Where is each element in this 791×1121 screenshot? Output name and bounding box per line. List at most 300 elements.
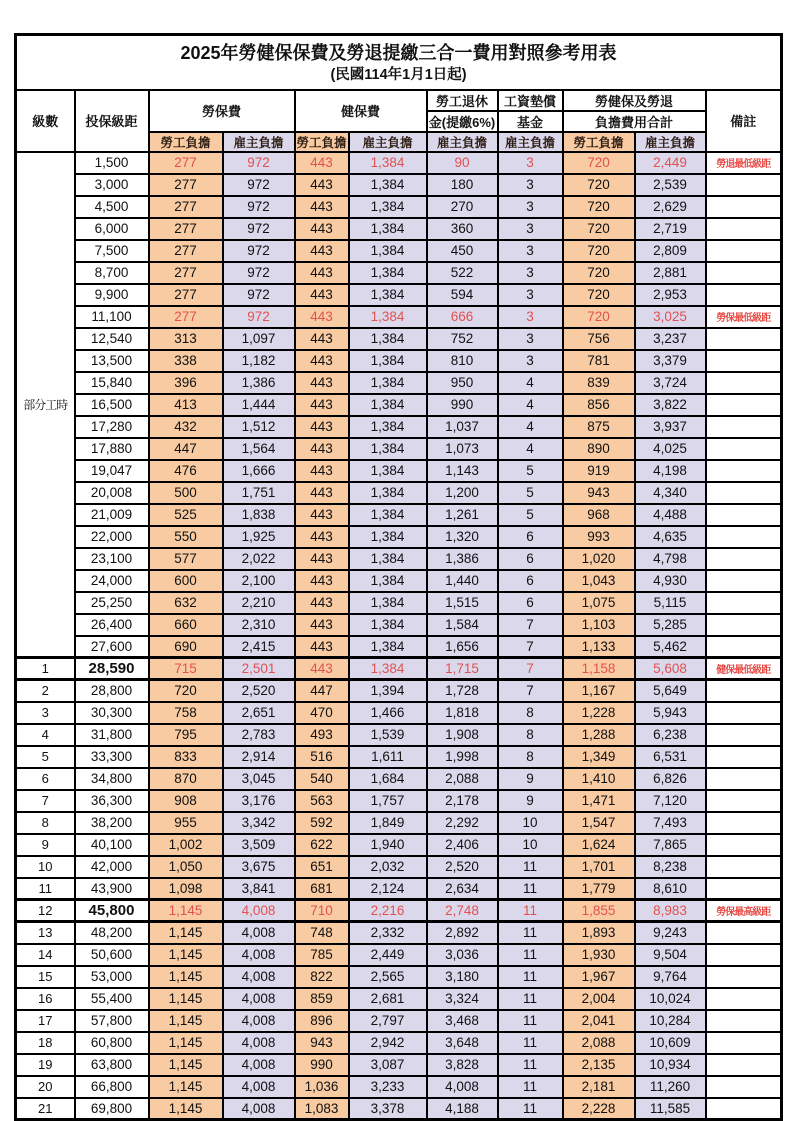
value-cell: 1,512 [223,416,295,438]
value-cell: 2,681 [349,988,427,1010]
value-cell: 338 [149,350,223,372]
remark-cell [706,1032,782,1054]
value-cell: 8,238 [635,856,706,878]
value-cell: 1,471 [563,790,635,812]
table-row [16,284,782,306]
col-header-health-insurance: 健保費 [295,90,427,132]
table-row [16,482,782,504]
value-cell: 2,041 [563,1010,635,1032]
salary-cell: 48,200 [75,922,149,944]
value-cell: 550 [149,526,223,548]
value-cell: 11 [498,856,563,878]
remark-cell [706,790,782,812]
subheader-health-employer: 雇主負擔 [349,132,427,152]
value-cell: 972 [223,218,295,240]
value-cell: 563 [295,790,349,812]
value-cell: 1,838 [223,504,295,526]
remark-cell: 勞保最高級距 [706,900,782,922]
value-cell: 443 [295,438,349,460]
value-cell: 10,934 [635,1054,706,1076]
value-cell: 1,818 [427,702,498,724]
salary-cell: 50,600 [75,944,149,966]
value-cell: 4,930 [635,570,706,592]
value-cell: 443 [295,548,349,570]
value-cell: 2,629 [635,196,706,218]
value-cell: 1,384 [349,658,427,680]
value-cell: 1,751 [223,482,295,504]
salary-cell: 26,400 [75,614,149,636]
remark-cell [706,636,782,658]
value-cell: 990 [295,1054,349,1076]
value-cell: 1,384 [349,482,427,504]
salary-cell: 31,800 [75,724,149,746]
salary-cell: 36,300 [75,790,149,812]
value-cell: 1,728 [427,680,498,702]
value-cell: 2,501 [223,658,295,680]
value-cell: 6,238 [635,724,706,746]
value-cell: 11 [498,900,563,922]
value-cell: 4,008 [223,1098,295,1120]
table-row [16,680,782,702]
table-body [16,152,782,1120]
value-cell: 2,449 [349,944,427,966]
value-cell: 1,584 [427,614,498,636]
value-cell: 720 [563,240,635,262]
col-header-level: 級數 [16,90,75,152]
value-cell: 2,332 [349,922,427,944]
table-row [16,746,782,768]
value-cell: 4,635 [635,526,706,548]
value-cell: 972 [223,174,295,196]
value-cell: 9,243 [635,922,706,944]
value-cell: 4,008 [427,1076,498,1098]
value-cell: 443 [295,152,349,174]
value-cell: 4,008 [223,922,295,944]
value-cell: 1,701 [563,856,635,878]
value-cell: 1,145 [149,966,223,988]
value-cell: 277 [149,306,223,328]
value-cell: 2,719 [635,218,706,240]
value-cell: 1,440 [427,570,498,592]
level-cell: 20 [16,1076,75,1098]
value-cell: 950 [427,372,498,394]
value-cell: 5,649 [635,680,706,702]
level-cell: 10 [16,856,75,878]
value-cell: 4 [498,394,563,416]
part-time-label-cell: 部分工時 [16,152,75,658]
value-cell: 919 [563,460,635,482]
salary-cell: 24,000 [75,570,149,592]
value-cell: 2,228 [563,1098,635,1120]
remark-cell [706,834,782,856]
salary-cell: 45,800 [75,900,149,922]
value-cell: 2,124 [349,878,427,900]
value-cell: 4,008 [223,900,295,922]
value-cell: 4 [498,438,563,460]
remark-cell [706,526,782,548]
salary-cell: 9,900 [75,284,149,306]
value-cell: 1,050 [149,856,223,878]
value-cell: 443 [295,394,349,416]
level-cell: 6 [16,768,75,790]
value-cell: 1,410 [563,768,635,790]
subheader-labor-employer: 雇主負擔 [223,132,295,152]
value-cell: 2,310 [223,614,295,636]
value-cell: 1,967 [563,966,635,988]
subheader-total-employee: 勞工負擔 [563,132,635,152]
value-cell: 1,940 [349,834,427,856]
value-cell: 4,798 [635,548,706,570]
table-row [16,570,782,592]
value-cell: 1,384 [349,152,427,174]
value-cell: 1,133 [563,636,635,658]
value-cell: 525 [149,504,223,526]
salary-cell: 38,200 [75,812,149,834]
value-cell: 715 [149,658,223,680]
value-cell: 443 [295,328,349,350]
title-row [16,35,782,90]
level-cell: 15 [16,966,75,988]
value-cell: 5,285 [635,614,706,636]
value-cell: 972 [223,306,295,328]
value-cell: 2,892 [427,922,498,944]
value-cell: 4,008 [223,988,295,1010]
value-cell: 1,036 [295,1076,349,1098]
remark-cell [706,988,782,1010]
page-title: 2025年勞健保保費及勞退提繳三合一費用對照參考用表 [180,43,617,64]
level-cell: 19 [16,1054,75,1076]
value-cell: 7,493 [635,812,706,834]
value-cell: 432 [149,416,223,438]
value-cell: 1,384 [349,328,427,350]
value-cell: 1,002 [149,834,223,856]
col-header-remark: 備註 [706,90,782,152]
level-cell: 14 [16,944,75,966]
value-cell: 1,103 [563,614,635,636]
value-cell: 856 [563,394,635,416]
value-cell: 3,822 [635,394,706,416]
value-cell: 1,073 [427,438,498,460]
value-cell: 1,384 [349,174,427,196]
table-row [16,372,782,394]
remark-cell [706,812,782,834]
value-cell: 3,509 [223,834,295,856]
table-row [16,394,782,416]
value-cell: 6 [498,526,563,548]
table-row [16,152,782,174]
value-cell: 968 [563,504,635,526]
value-cell: 277 [149,240,223,262]
value-cell: 2,881 [635,262,706,284]
value-cell: 4,488 [635,504,706,526]
col-header-pension-line1: 勞工退休 [427,90,498,111]
value-cell: 443 [295,174,349,196]
page-subtitle: (民國114年1月1日起) [330,67,467,84]
value-cell: 1,611 [349,746,427,768]
value-cell: 993 [563,526,635,548]
value-cell: 2,088 [427,768,498,790]
table-row [16,856,782,878]
value-cell: 2,809 [635,240,706,262]
table-row [16,460,782,482]
remark-cell: 健保最低級距 [706,658,782,680]
value-cell: 972 [223,196,295,218]
value-cell: 1,656 [427,636,498,658]
table-row [16,196,782,218]
table-row [16,262,782,284]
value-cell: 1,384 [349,262,427,284]
salary-cell: 13,500 [75,350,149,372]
value-cell: 839 [563,372,635,394]
value-cell: 870 [149,768,223,790]
table-row [16,504,782,526]
value-cell: 2,942 [349,1032,427,1054]
salary-cell: 63,800 [75,1054,149,1076]
salary-cell: 28,800 [75,680,149,702]
col-header-pension-line2: 金(提繳6%) [427,111,498,132]
value-cell: 681 [295,878,349,900]
value-cell: 1,384 [349,218,427,240]
value-cell: 476 [149,460,223,482]
value-cell: 1,666 [223,460,295,482]
value-cell: 180 [427,174,498,196]
level-cell: 3 [16,702,75,724]
salary-cell: 53,000 [75,966,149,988]
value-cell: 5 [498,460,563,482]
salary-cell: 30,300 [75,702,149,724]
value-cell: 443 [295,284,349,306]
value-cell: 1,908 [427,724,498,746]
value-cell: 1,384 [349,284,427,306]
value-cell: 5 [498,504,563,526]
value-cell: 2,914 [223,746,295,768]
salary-cell: 57,800 [75,1010,149,1032]
value-cell: 450 [427,240,498,262]
value-cell: 470 [295,702,349,724]
value-cell: 990 [427,394,498,416]
salary-cell: 1,500 [75,152,149,174]
value-cell: 622 [295,834,349,856]
value-cell: 443 [295,592,349,614]
value-cell: 2,004 [563,988,635,1010]
value-cell: 6 [498,570,563,592]
value-cell: 11 [498,878,563,900]
value-cell: 666 [427,306,498,328]
value-cell: 720 [149,680,223,702]
table-row [16,1076,782,1098]
table-row [16,548,782,570]
remark-cell [706,592,782,614]
value-cell: 1,564 [223,438,295,460]
remark-cell [706,504,782,526]
value-cell: 2,216 [349,900,427,922]
salary-cell: 27,600 [75,636,149,658]
value-cell: 7 [498,614,563,636]
salary-cell: 34,800 [75,768,149,790]
value-cell: 6 [498,592,563,614]
value-cell: 9,504 [635,944,706,966]
value-cell: 3,087 [349,1054,427,1076]
value-cell: 6,826 [635,768,706,790]
value-cell: 7 [498,658,563,680]
value-cell: 10,609 [635,1032,706,1054]
value-cell: 443 [295,416,349,438]
value-cell: 443 [295,460,349,482]
table-row [16,1032,782,1054]
value-cell: 443 [295,570,349,592]
value-cell: 1,037 [427,416,498,438]
value-cell: 1,097 [223,328,295,350]
value-cell: 1,145 [149,900,223,922]
value-cell: 1,547 [563,812,635,834]
value-cell: 1,998 [427,746,498,768]
value-cell: 720 [563,174,635,196]
value-cell: 2,783 [223,724,295,746]
value-cell: 1,384 [349,350,427,372]
value-cell: 3 [498,284,563,306]
premium-table [14,33,783,1121]
value-cell: 1,384 [349,416,427,438]
remark-cell [706,394,782,416]
value-cell: 1,145 [149,1054,223,1076]
subheader-health-employee: 勞工負擔 [295,132,349,152]
table-row [16,702,782,724]
value-cell: 516 [295,746,349,768]
salary-cell: 6,000 [75,218,149,240]
level-cell: 12 [16,900,75,922]
salary-cell: 15,840 [75,372,149,394]
level-cell: 5 [16,746,75,768]
table-row [16,1010,782,1032]
salary-cell: 17,880 [75,438,149,460]
value-cell: 822 [295,966,349,988]
col-header-total-line2: 負擔費用合計 [563,111,706,132]
value-cell: 3,342 [223,812,295,834]
value-cell: 1,386 [223,372,295,394]
salary-cell: 12,540 [75,328,149,350]
value-cell: 1,539 [349,724,427,746]
value-cell: 2,135 [563,1054,635,1076]
remark-cell [706,350,782,372]
table-row [16,174,782,196]
value-cell: 3,828 [427,1054,498,1076]
remark-cell [706,944,782,966]
value-cell: 2,520 [427,856,498,878]
table-row [16,438,782,460]
level-cell: 7 [16,790,75,812]
value-cell: 1,384 [349,548,427,570]
value-cell: 2,022 [223,548,295,570]
value-cell: 11 [498,1098,563,1120]
remark-cell [706,746,782,768]
value-cell: 943 [295,1032,349,1054]
value-cell: 1,145 [149,988,223,1010]
value-cell: 720 [563,218,635,240]
table-row [16,416,782,438]
value-cell: 1,020 [563,548,635,570]
remark-cell [706,1076,782,1098]
level-cell: 1 [16,658,75,680]
value-cell: 972 [223,152,295,174]
value-cell: 6,531 [635,746,706,768]
value-cell: 972 [223,284,295,306]
value-cell: 5 [498,482,563,504]
table-row [16,240,782,262]
remark-cell [706,438,782,460]
value-cell: 3,468 [427,1010,498,1032]
value-cell: 3 [498,240,563,262]
value-cell: 2,178 [427,790,498,812]
value-cell: 1,384 [349,636,427,658]
col-header-total-line1: 勞健保及勞退 [563,90,706,111]
value-cell: 690 [149,636,223,658]
value-cell: 1,384 [349,306,427,328]
remark-cell [706,328,782,350]
value-cell: 522 [427,262,498,284]
remark-cell [706,416,782,438]
value-cell: 493 [295,724,349,746]
col-header-wage-fund-line1: 工資墊償 [498,90,563,111]
value-cell: 3,937 [635,416,706,438]
value-cell: 443 [295,218,349,240]
table-row [16,614,782,636]
value-cell: 1,145 [149,1098,223,1120]
remark-cell [706,1098,782,1120]
value-cell: 5,943 [635,702,706,724]
value-cell: 2,415 [223,636,295,658]
value-cell: 443 [295,196,349,218]
value-cell: 1,261 [427,504,498,526]
value-cell: 972 [223,262,295,284]
value-cell: 1,779 [563,878,635,900]
value-cell: 1,384 [349,372,427,394]
value-cell: 908 [149,790,223,812]
value-cell: 277 [149,174,223,196]
value-cell: 443 [295,658,349,680]
value-cell: 8,610 [635,878,706,900]
value-cell: 943 [563,482,635,504]
value-cell: 3,237 [635,328,706,350]
value-cell: 11 [498,1010,563,1032]
value-cell: 781 [563,350,635,372]
value-cell: 3 [498,328,563,350]
value-cell: 577 [149,548,223,570]
subheader-pension-employer: 雇主負擔 [427,132,498,152]
value-cell: 2,406 [427,834,498,856]
value-cell: 1,228 [563,702,635,724]
remark-cell [706,1010,782,1032]
value-cell: 4,008 [223,1010,295,1032]
value-cell: 8 [498,724,563,746]
remark-cell [706,240,782,262]
remark-cell [706,372,782,394]
value-cell: 2,032 [349,856,427,878]
value-cell: 11 [498,1032,563,1054]
value-cell: 2,953 [635,284,706,306]
value-cell: 720 [563,284,635,306]
value-cell: 11 [498,966,563,988]
table-row [16,1054,782,1076]
value-cell: 1,145 [149,1032,223,1054]
value-cell: 1,757 [349,790,427,812]
value-cell: 3,176 [223,790,295,812]
value-cell: 1,320 [427,526,498,548]
value-cell: 1,384 [349,504,427,526]
value-cell: 9,764 [635,966,706,988]
value-cell: 810 [427,350,498,372]
table-row [16,592,782,614]
table-row [16,306,782,328]
